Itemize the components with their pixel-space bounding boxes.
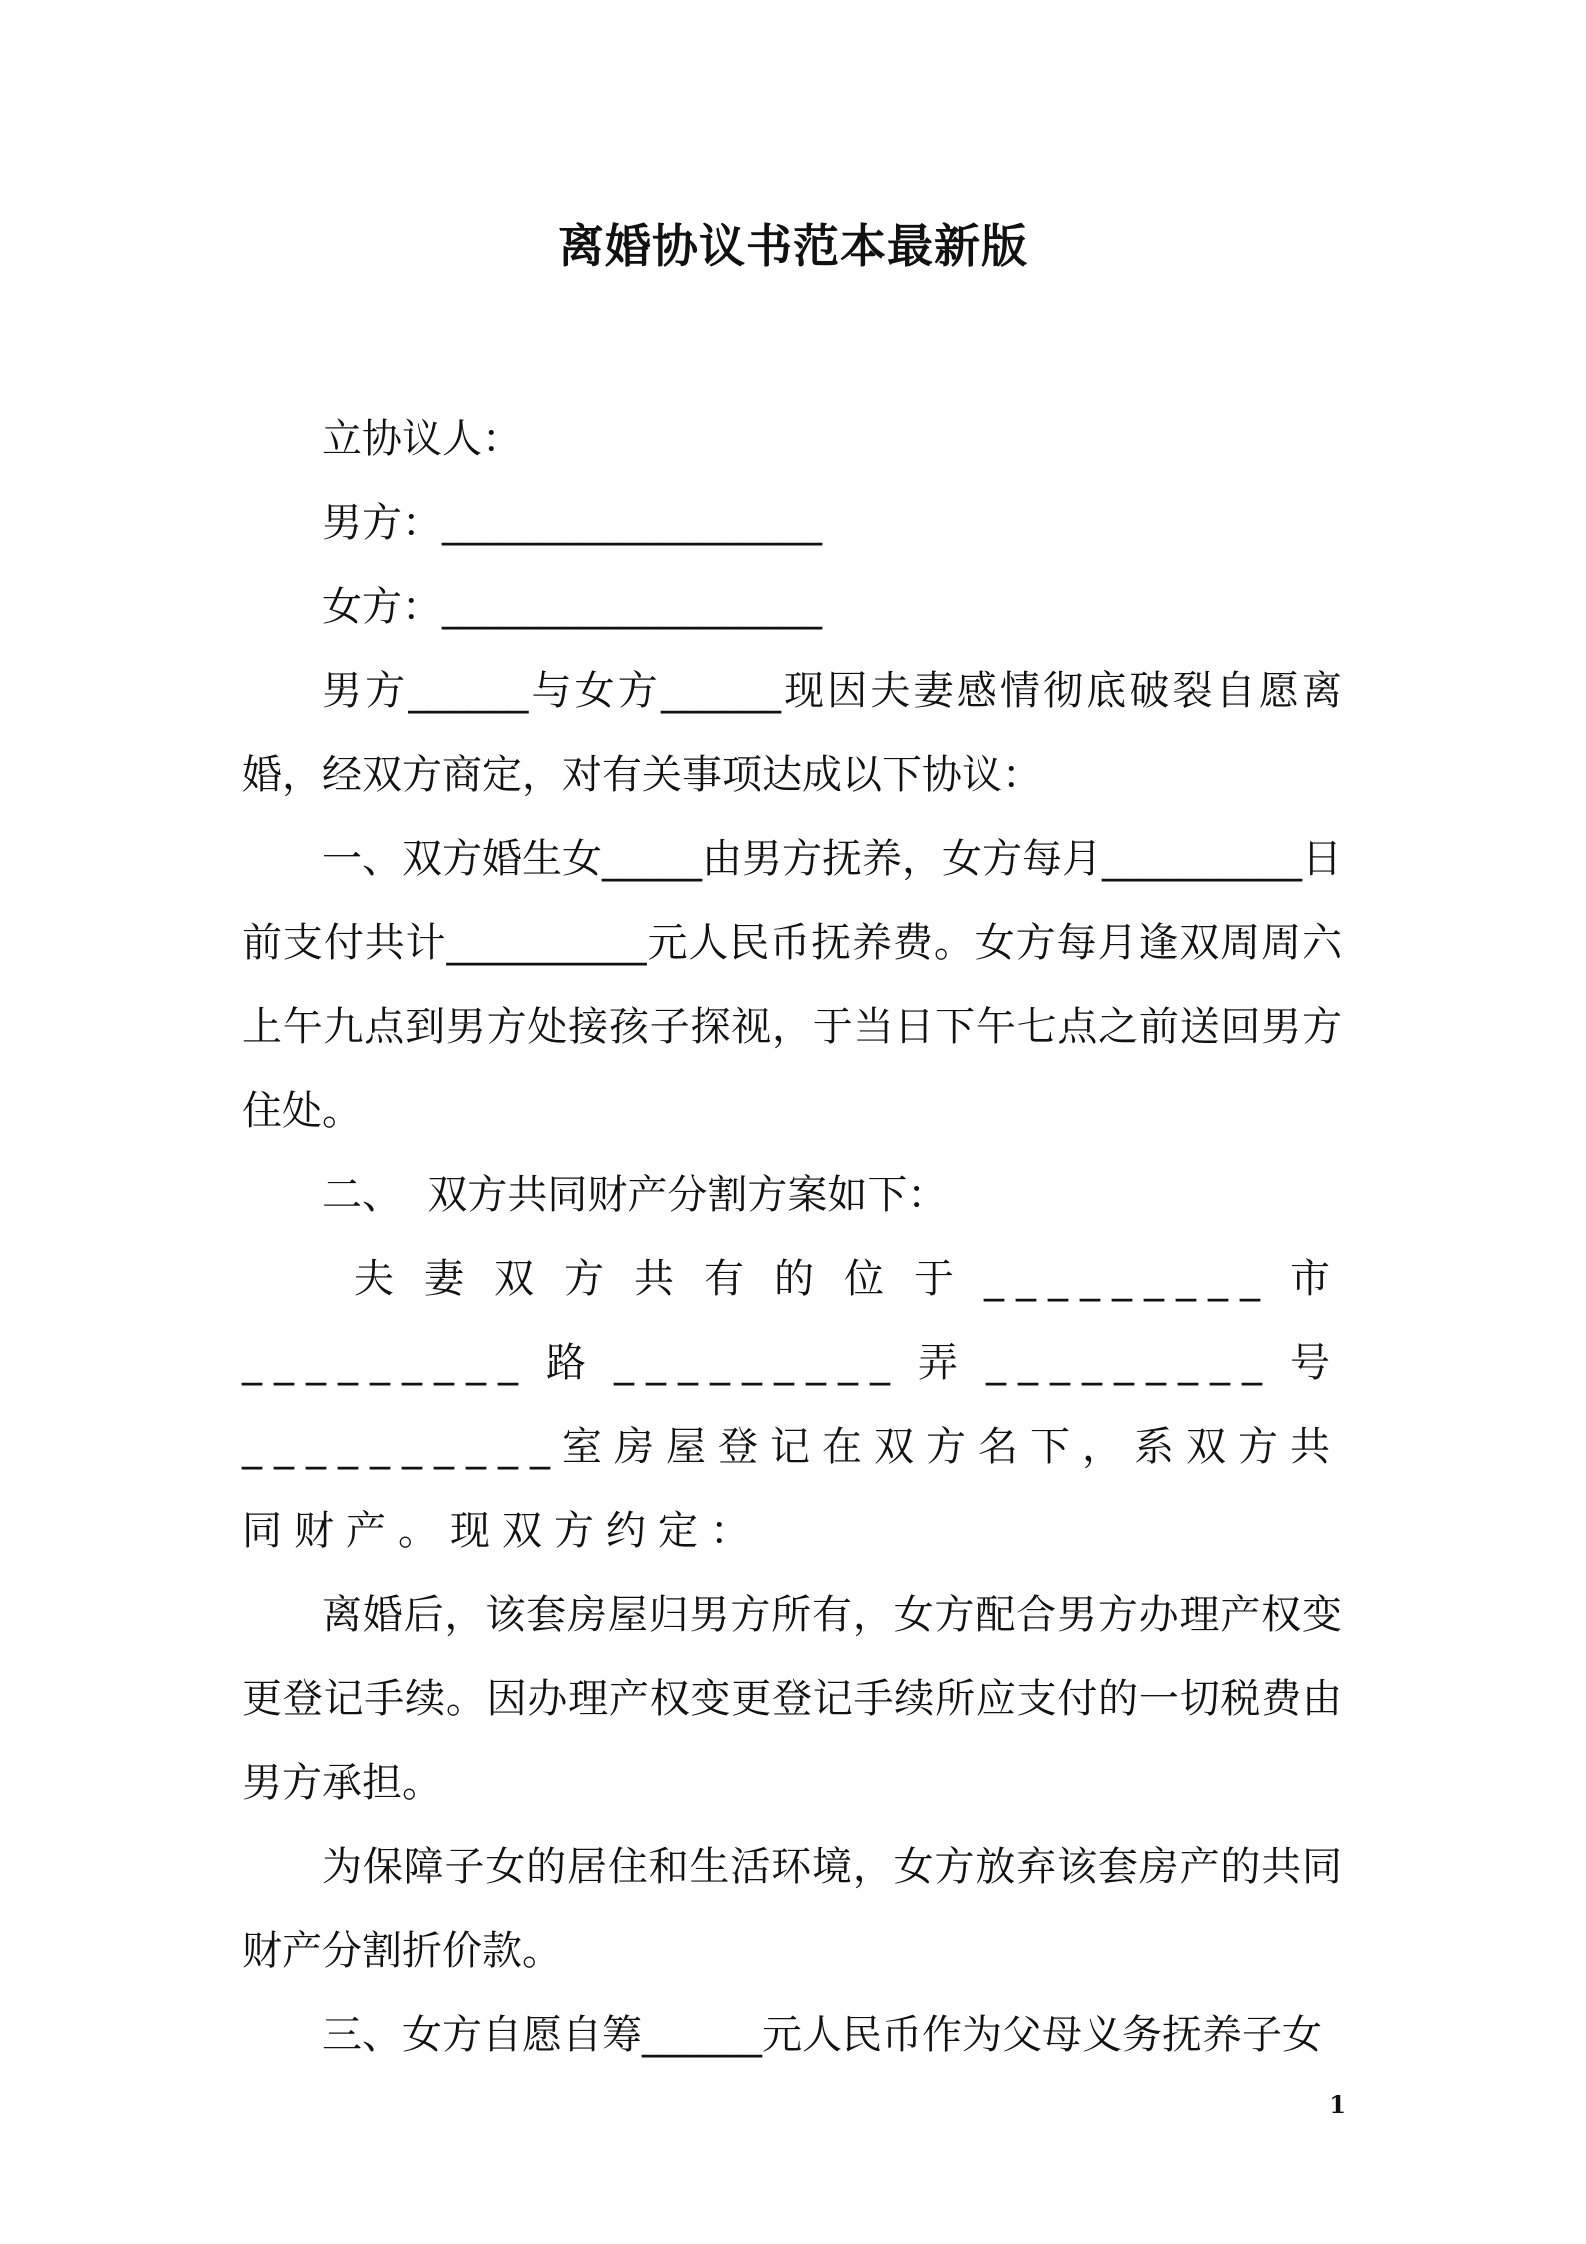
paragraph-property-waiver: 为保障子女的居住和生活环境，女方放弃该套房产的共同财产分割折价款。: [242, 1844, 1342, 1974]
paragraph-parties-heading: 立协议人：: [322, 416, 522, 462]
paragraph-preamble: 男方______与女方______现因夫妻感情彻底破裂自愿离婚，经双方商定，对有关事项达成以下协议：: [242, 668, 1342, 798]
document-title: 离婚协议书范本最新版: [558, 219, 1028, 273]
paragraph-clause-1: 一、双方婚生女_____由男方抚养，女方每月__________日前支付共计__________元人民币抚养费。女方每月逢双周周六上午九点到男方处接孩子探视，于当日下午七点之前送回男方住处。: [242, 836, 1342, 1134]
paragraph-clause-2-heading: 二、 双方共同财产分割方案如下：: [322, 1172, 948, 1218]
paragraph-male-party: 男方：___________________: [322, 500, 822, 546]
paragraph-female-party: 女方：___________________: [322, 584, 822, 630]
paragraph-property-description: 夫妻双方共有的位于_________市_________路_________弄_________号__________室房屋登记在双方名下，系双方共同财产。现双方约定：: [242, 1256, 1342, 1554]
paragraph-clause-3: 三、女方自愿自筹______元人民币作为父母义务抚养子女: [322, 2012, 1322, 2058]
paragraph-property-ownership: 离婚后，该套房屋归男方所有，女方配合男方办理产权变更登记手续。因办理产权变更登记手续所应支付的一切税费由男方承担。: [242, 1592, 1342, 1806]
page-number: 1: [1329, 2090, 1346, 2119]
document-body: [242, 397, 1342, 2077]
